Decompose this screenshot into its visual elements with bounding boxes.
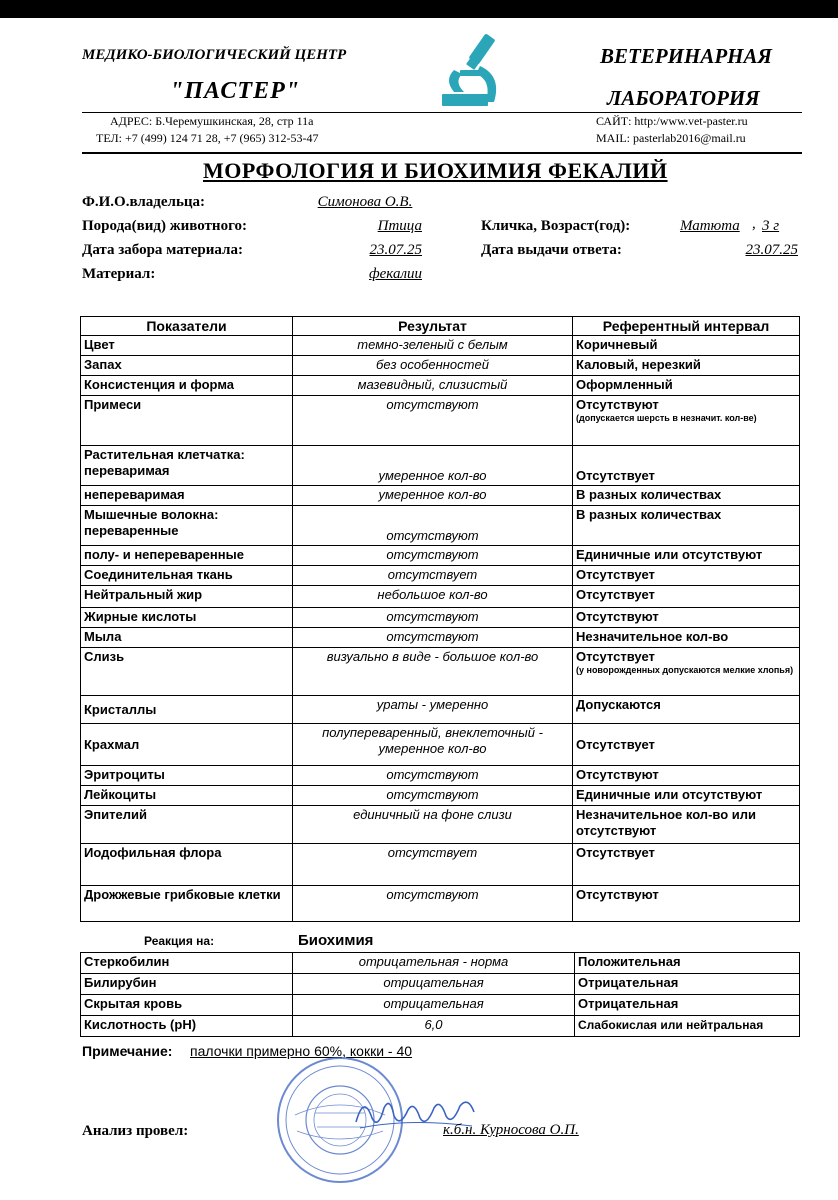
table-row [81,724,800,766]
center-brand: "ПАСТЕР" [170,78,301,104]
reference-cell: Оформленный [573,376,800,396]
result-cell: отсутствуют [293,396,573,446]
result-cell: небольшое кол-во [293,586,573,608]
indicator-cell: Иодофильная флора [81,844,293,886]
result-cell: отсутствуют [293,608,573,628]
indicator-cell: Цвет [81,336,293,356]
result-cell: отрицательная [293,974,575,995]
result-cell: отсутствует [293,566,573,586]
column-header: Результат [293,317,573,336]
table-row [81,786,800,806]
indicator-cell: Мыла [81,628,293,648]
table-row [81,648,800,696]
phone-text: ТЕЛ: +7 (499) 124 71 28, +7 (965) 312-53-47 [96,131,319,145]
table-row [81,628,800,648]
reference-cell: Единичные или отсутствуют [573,546,800,566]
center-name: МЕДИКО-БИОЛОГИЧЕСКИЙ ЦЕНТР [82,47,347,63]
reference-cell: Отсутствуют [573,608,800,628]
reference-cell: Отсутствует [573,844,800,886]
table-row [81,995,800,1016]
indicator-cell: Крахмал [81,724,293,766]
reference-cell: Каловый, нерезкий [573,356,800,376]
result-cell: отсутствуют [293,546,573,566]
table-row [81,506,800,546]
reference-cell: Отсутствует [573,724,800,766]
result-cell: ураты - умеренно [293,696,573,724]
reference-main: Отсутствуют [576,397,659,412]
top-black-bar [0,0,838,18]
analysis-by-label: Анализ провел: [82,1123,189,1139]
indicator-cell: Кристаллы [81,696,293,724]
result-cell: отсутствует [293,844,573,886]
result-cell: умеренное кол-во [293,486,573,506]
biochem-title: Биохимия [298,932,374,949]
indicator-cell: Лейкоциты [81,786,293,806]
header-rule-top [82,112,802,113]
table-row [81,886,800,922]
indicator-cell: Примеси [81,396,293,446]
reference-cell: Допускаются [573,696,800,724]
table-row [81,586,800,608]
result-cell: мазевидный, слизистый [293,376,573,396]
table-row [81,953,800,974]
result-cell: визуально в виде - большое кол-во [293,648,573,696]
note-label: Примечание: [82,1043,173,1059]
owner-value: Симонова О.В. [317,194,413,210]
owner-label: Ф.И.О.владельца: [82,194,206,210]
comma-separator: , [752,216,756,232]
table-row [81,396,800,446]
lab-title-2: ЛАБОРАТОРИЯ [607,86,760,110]
indicator-cell: Соединительная ткань [81,566,293,586]
reference-main: Отсутствует [576,649,655,664]
indicator-group-title: Мышечные волокна: [84,507,219,522]
pet-name-label: Кличка, Возраст(год): [481,218,631,234]
indicator-cell: Слизь [81,648,293,696]
header-rule-bottom [82,152,802,154]
indicator-cell: Кислотность (рН) [81,1016,293,1037]
column-header: Показатели [81,317,293,336]
collect-date-label: Дата забора материала: [82,242,243,258]
reference-cell: Незначительное кол-во или отсутствуют [573,806,800,844]
reference-cell: Слабокислая или нейтральная [575,1016,800,1037]
result-cell: без особенностей [293,356,573,376]
indicator-cell: Нейтральный жир [81,586,293,608]
result-cell: единичный на фоне слизи [293,806,573,844]
table-row [81,1016,800,1037]
site-text: САЙТ: http:/www.vet-paster.ru [596,114,748,128]
reference-cell: Единичные или отсутствуют [573,786,800,806]
table-row [81,446,800,486]
result-cell: отсутствуют [293,766,573,786]
result-cell: 6,0 [293,1016,575,1037]
indicator-cell: Жирные кислоты [81,608,293,628]
page-title: МОРФОЛОГИЯ И БИОХИМИЯ ФЕКАЛИЙ [203,158,668,183]
indicator-cell: полу- и непереваренные [81,546,293,566]
result-cell: темно-зеленый с белым [293,336,573,356]
indicator-cell: Эпителий [81,806,293,844]
result-cell: отсутствуют [293,886,573,922]
collect-date-value: 23.07.25 [369,242,422,258]
table-row [81,696,800,724]
mail-text: MAIL: pasterlab2016@mail.ru [596,131,746,145]
breed-label: Порода(вид) животного: [82,218,247,234]
table-row [81,844,800,886]
reference-note: (у новорожденных допускаются мелкие хлопья) [576,665,794,675]
issue-date-label: Дата выдачи ответа: [481,242,622,258]
table-row [81,806,800,844]
reaction-label: Реакция на: [144,934,215,948]
table-row [81,608,800,628]
reference-cell: В разных количествах [573,506,800,546]
indicator-subitem: переваримая [84,463,170,478]
reference-cell: Отрицательная [575,974,800,995]
table-row [81,566,800,586]
table-row [81,766,800,786]
indicator-cell [81,506,293,546]
indicator-cell: Запах [81,356,293,376]
table-row [81,356,800,376]
reference-cell [573,396,800,446]
indicator-cell [81,446,293,486]
table-row [81,336,800,356]
indicator-cell: Дрожжевые грибковые клетки [81,886,293,922]
note-value: палочки примерно 60%, кокки - 40 [190,1043,413,1059]
microscope-logo-icon [424,30,506,114]
reference-cell: Отсутствует [573,566,800,586]
result-cell: отрицательная - норма [293,953,575,974]
reference-cell: Отсутствуют [573,886,800,922]
indicator-subitem: переваренные [84,523,179,538]
reference-cell: Отсутствует [573,446,800,486]
result-cell: умеренное кол-во [293,446,573,486]
reference-cell: В разных количествах [573,486,800,506]
reference-cell: Незначительное кол-во [573,628,800,648]
material-label: Материал: [82,266,156,282]
reference-cell: Отсутствует [573,586,800,608]
biochem-table [80,952,800,1037]
result-cell: отсутствуют [293,628,573,648]
indicator-cell: Скрытая кровь [81,995,293,1016]
result-cell: отсутствуют [293,506,573,546]
indicator-cell: Консистенция и форма [81,376,293,396]
issue-date-value: 23.07.25 [745,242,798,258]
indicator-cell: непереваримая [81,486,293,506]
table-row [81,486,800,506]
age-value: 3 г [762,218,780,234]
reference-cell: Отсутствуют [573,766,800,786]
reference-note: (допускается шерсть в незначит. кол-ве) [576,413,757,423]
column-header: Референтный интервал [573,317,800,336]
reference-cell: Коричневый [573,336,800,356]
result-cell: полупереваренный, внеклеточный - умеренное кол-во [293,724,573,766]
results-table [80,316,800,922]
result-cell: отсутствуют [293,786,573,806]
lab-title-1: ВЕТЕРИНАРНАЯ [600,44,772,68]
indicator-cell: Билирубин [81,974,293,995]
pet-name-value: Матюта [680,218,740,234]
breed-value: Птица [377,218,422,234]
reference-cell: Отрицательная [575,995,800,1016]
table-row [81,974,800,995]
indicator-group-title: Растительная клетчатка: [84,447,245,462]
table-row [81,376,800,396]
reference-cell [573,648,800,696]
table-header-row [81,317,800,336]
table-row [81,546,800,566]
material-value: фекалии [369,266,422,282]
indicator-cell: Эритроциты [81,766,293,786]
reference-cell: Положительная [575,953,800,974]
indicator-cell: Стеркобилин [81,953,293,974]
result-cell: отрицательная [293,995,575,1016]
signatory-name: к.б.н. Курносова О.П. [443,1122,579,1138]
address-text: АДРЕС: Б.Черемушкинская, 28, стр 11а [110,114,314,128]
